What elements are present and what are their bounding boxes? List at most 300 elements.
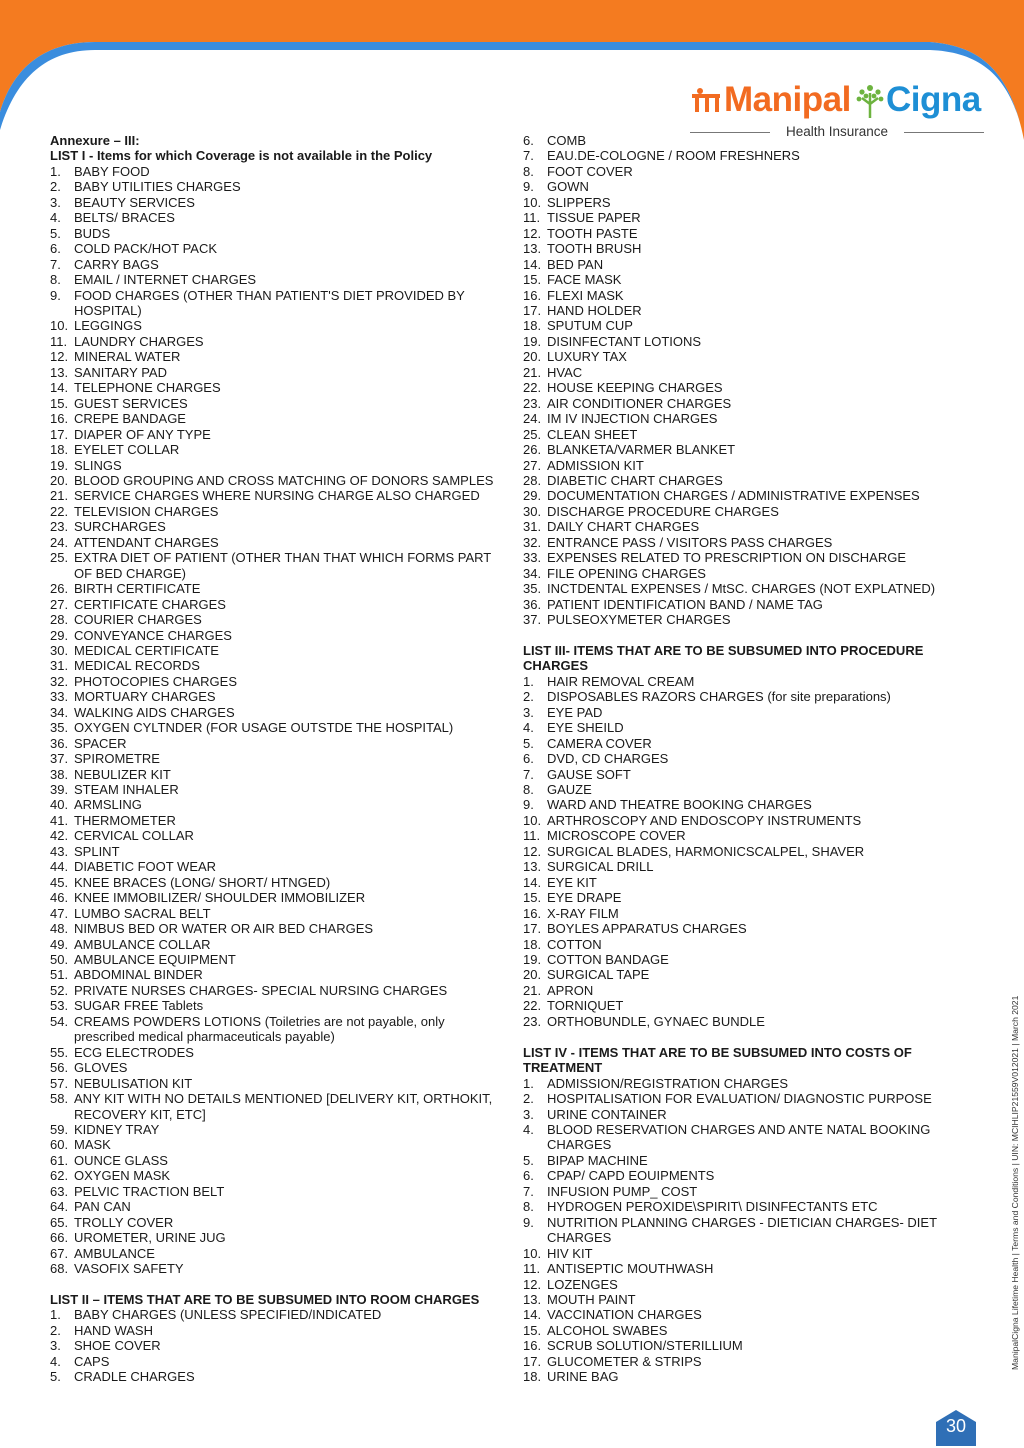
list-item-text: LEGGINGS [74,318,142,334]
list2-item [523,133,943,148]
list4-item [523,1076,943,1091]
list2-item [523,365,943,380]
list-item-text: OXYGEN CYLTNDER (FOR USAGE OUTSTDE THE HOSPITAL) [74,720,454,736]
list4-item [523,1091,943,1106]
list1-item [50,164,500,179]
list-item-text: COMB [547,133,586,148]
list1-item [50,396,500,411]
logo-subtitle: Health Insurance [690,124,984,140]
list2-item [523,396,943,411]
list3-item [523,720,943,735]
list-item-number: 8. [523,782,534,798]
list-item-text: CREPE BANDAGE [74,411,186,427]
list-item-text: MASK [74,1137,111,1153]
list-item-text: HOUSE KEEPING CHARGES [547,380,723,396]
list4-item [523,1354,943,1369]
list-item-text: AIR CONDITIONER CHARGES [547,395,732,411]
list-item-number: 10. [523,812,542,828]
list1-item [50,1168,500,1183]
list-item-number: 42. [50,828,69,844]
list3-item [523,705,943,720]
list1-item [50,226,500,241]
list-item-number: 29. [523,488,542,504]
list-item-number: 40. [50,797,69,813]
list-item-number: 11. [523,1261,541,1277]
list1-item [50,890,500,905]
list3-item [523,1014,943,1029]
list1-item [50,288,500,319]
list-item-text: BLOOD RESERVATION CHARGES AND ANTE NATAL BOOKING CHARGES [547,1121,931,1153]
list1-item [50,998,500,1013]
list-item-text: CONVEYANCE CHARGES [74,627,232,643]
list1-item [50,1153,500,1168]
list-item-number: 10. [50,318,69,334]
list2-item [523,303,943,318]
list-item-text: FOOD CHARGES (OTHER THAN PATIENT'S DIET PROVIDED BY HOSPITAL) [74,287,465,318]
list-item-number: 5. [523,735,534,751]
list-item-text: OXYGEN MASK [74,1168,171,1184]
list-item-text: WARD AND THEATRE BOOKING CHARGES [547,797,812,813]
list-item-text: GAUZE [547,782,592,798]
list-item-text: BED PAN [547,256,604,272]
list1-item [50,1246,500,1261]
list-item-number: 4. [50,210,61,226]
list2-item [523,334,943,349]
list-item-text: CLEAN SHEET [547,426,638,442]
list-item-number: 22. [523,998,542,1014]
list1-item [50,767,500,782]
list-item-number: 7. [523,1183,534,1199]
list1 [50,164,500,1277]
list-item-number: 1. [50,1307,61,1323]
list1-item [50,550,500,581]
list3-item [523,828,943,843]
list-item-number: 9. [523,1214,534,1230]
list-item-text: CARRY BAGS [74,256,159,272]
list-item-text: DAILY CHART CHARGES [547,519,700,535]
list1-item [50,844,500,859]
list-item-text: MICROSCOPE COVER [547,828,686,844]
list-item-text: SPIROMETRE [74,751,160,767]
list2-item [523,488,943,503]
list-item-text: LOZENGES [547,1276,618,1292]
side-footer-text: ManipalCigna Lifetime Health | Terms and Conditions | UIN: MCIHLIP21559V012021 | March 2021 [1010,995,1020,1370]
list-item-text: ANY KIT WITH NO DETAILS MENTIONED [DELIVERY KIT, ORTHOKIT, RECOVERY KIT, ETC] [74,1091,493,1122]
list-item-number: 33. [50,689,69,705]
list-item-number: 58. [50,1091,69,1107]
list1-item [50,318,500,333]
list-item-text: DVD, CD CHARGES [547,751,669,767]
list1-item [50,488,500,503]
list-item-number: 23. [50,519,69,535]
list-item-text: FACE MASK [547,272,622,288]
list-item-number: 12. [523,843,542,859]
list-item-number: 38. [50,766,69,782]
list-item-text: COLD PACK/HOT PACK [74,241,218,257]
list-item-number: 23. [523,1013,542,1029]
list3 [523,674,943,1029]
list-item-number: 25. [523,426,542,442]
list-item-text: BOYLES APPARATUS CHARGES [547,921,747,937]
list-item-text: AMBULANCE COLLAR [74,936,211,952]
list-item-text: CERTIFICATE CHARGES [74,596,226,612]
list-item-number: 36. [50,735,69,751]
list2-item [523,179,943,194]
list-item-text: CAMERA COVER [547,735,652,751]
page-number: 30 [945,1416,967,1436]
list-item-text: EYE KIT [547,874,597,890]
list-item-number: 14. [523,874,542,890]
list-item-text: ALCOHOL SWABES [547,1322,668,1338]
list-item-text: SURGICAL BLADES, HARMONICSCALPEL, SHAVER [547,843,865,859]
list2-right [523,133,943,628]
list-item-text: NEBULIZER KIT [74,766,171,782]
list4-item [523,1277,943,1292]
list1-item [50,1045,500,1060]
list-item-number: 45. [50,874,69,890]
list3-item [523,813,943,828]
list-item-number: 17. [523,1353,542,1369]
list-item-number: 33. [523,550,542,566]
list4 [523,1076,943,1385]
list-item-text: AMBULANCE [74,1245,155,1261]
list1-item [50,720,500,735]
list1-item [50,1076,500,1091]
list4-item [523,1184,943,1199]
list-item-text: GAUSE SOFT [547,766,631,782]
list-item-number: 53. [50,998,69,1014]
list-item-text: AMBULANCE EQUIPMENT [74,952,236,968]
list2-item [523,195,943,210]
list2-item [523,241,943,256]
list-item-text: THERMOMETER [74,812,176,828]
list-item-number: 26. [50,581,69,597]
list-item-text: DIABETIC FOOT WEAR [74,859,217,875]
list-item-number: 57. [50,1075,69,1091]
list1-item [50,210,500,225]
list-item-text: FOOT COVER [547,163,633,179]
list-item-text: CPAP/ CAPD EOUIPMENTS [547,1168,715,1184]
list3-item [523,797,943,812]
list-item-number: 11. [523,210,541,226]
list-item-text: SURGICAL TAPE [547,967,650,983]
list-item-number: 65. [50,1214,69,1230]
list2-item [523,519,943,534]
list-item-text: SURGICAL DRILL [547,859,654,875]
list1-item [50,334,500,349]
list-item-text: LUXURY TAX [547,349,627,365]
list-item-text: IM IV INJECTION CHARGES [547,411,718,427]
list4-item [523,1199,943,1214]
list-item-text: GOWN [547,179,589,195]
list1-item [50,597,500,612]
list-item-text: ORTHOBUNDLE, GYNAEC BUNDLE [547,1013,765,1029]
annexure-title: Annexure – III: [50,133,140,148]
list-item-text: TELEVISION CHARGES [74,503,219,519]
list-item-text: BIPAP MACHINE [547,1152,648,1168]
list-item-number: 17. [523,302,542,318]
list1-item [50,241,500,256]
list-item-number: 10. [523,194,542,210]
list-item-text: EYE SHEILD [547,720,624,736]
list-item-number: 61. [50,1152,69,1168]
list2-item [523,380,943,395]
list2-item [523,597,943,612]
list4-item [523,1261,943,1276]
list-item-number: 28. [523,472,542,488]
list-item-text: SPLINT [74,843,120,859]
list-item-number: 13. [523,1291,542,1307]
list-item-number: 8. [50,272,61,288]
list-item-text: SERVICE CHARGES WHERE NURSING CHARGE ALSO CHARGED [74,488,480,504]
list1-item [50,442,500,457]
list4-item [523,1168,943,1183]
list-item-number: 55. [50,1044,69,1060]
list-item-text: HAND WASH [74,1322,153,1338]
list-item-number: 5. [50,225,61,241]
list3-item [523,952,943,967]
list-item-text: LUMBO SACRAL BELT [74,905,211,921]
list-item-text: KIDNEY TRAY [74,1122,160,1137]
list2-heading: LIST II – ITEMS THAT ARE TO BE SUBSUMED INTO ROOM CHARGES [50,1291,480,1307]
list-item-text: HIV KIT [547,1245,593,1261]
list-item-text: SUGAR FREE Tablets [74,998,204,1014]
list1-item [50,1261,500,1276]
list1-item [50,921,500,936]
list-item-text: TROLLY COVER [74,1214,174,1230]
list-item-text: ARTHROSCOPY AND ENDOSCOPY INSTRUMENTS [547,812,862,828]
list1-item [50,1014,500,1045]
list1-item [50,257,500,272]
list-item-number: 15. [523,1322,542,1338]
list-item-number: 49. [50,936,69,952]
list2-item [523,504,943,519]
list-item-number: 1. [523,673,534,689]
list-item-text: TOOTH PASTE [547,225,638,241]
list1-item [50,674,500,689]
list-item-number: 60. [50,1137,69,1153]
list-item-number: 7. [523,148,534,164]
list-item-number: 18. [523,318,542,334]
list2-item [523,535,943,550]
list3-item [523,751,943,766]
list-item-number: 14. [523,256,542,272]
list2-item [50,1338,500,1353]
logo-brand-right: Cigna [886,80,981,119]
list-item-text: ENTRANCE PASS / VISITORS PASS CHARGES [547,534,833,550]
list1-item [50,411,500,426]
list1-item [50,1137,500,1152]
list-item-number: 12. [523,225,542,241]
list-item-number: 24. [523,411,542,427]
list4-item [523,1107,943,1122]
list-item-text: HYDROGEN PEROXIDE\SPIRIT\ DISINFECTANTS ETC [547,1199,878,1215]
list3-item [523,998,943,1013]
list1-item [50,1230,500,1245]
list-item-number: 15. [523,272,542,288]
list-item-number: 39. [50,782,69,798]
list-item-number: 21. [50,488,69,504]
list1-item [50,628,500,643]
list-item-text: TORNIQUET [547,998,624,1014]
list-item-text: NUTRITION PLANNING CHARGES - DIETICIAN CHARGES- DIET CHARGES [547,1214,937,1246]
list-item-text: EYELET COLLAR [74,442,180,458]
list-item-number: 23. [523,395,542,411]
list-item-number: 3. [50,194,61,210]
list1-item [50,581,500,596]
list-item-text: DIAPER OF ANY TYPE [74,426,211,442]
list-item-number: 64. [50,1199,69,1215]
list2-item [50,1323,500,1338]
list-item-number: 6. [523,133,534,148]
list1-item [50,828,500,843]
list-item-number: 4. [50,1353,61,1369]
list1-item [50,859,500,874]
list-item-text: BUDS [74,225,111,241]
list-item-text: COURIER CHARGES [74,612,202,628]
list1-item [50,1060,500,1075]
list1-item [50,1184,500,1199]
list-item-number: 17. [50,426,69,442]
list-item-number: 22. [523,380,542,396]
list-item-number: 36. [523,596,542,612]
list-item-number: 37. [50,751,69,767]
list-item-text: CRADLE CHARGES [74,1369,195,1385]
list-item-text: SANITARY PAD [74,364,167,380]
list1-item [50,1122,500,1137]
list4-item [523,1323,943,1338]
cigna-tree-icon [856,84,884,120]
list-item-number: 3. [523,704,534,720]
list3-item [523,767,943,782]
list-item-text: PAN CAN [74,1199,131,1215]
list-item-text: SLIPPERS [547,194,611,210]
list-item-number: 30. [50,642,69,658]
list-item-text: SPACER [74,735,127,751]
list-item-text: BABY UTILITIES CHARGES [74,179,241,195]
manipal-mark-icon [690,88,724,116]
list-item-text: INFUSION PUMP_ COST [547,1183,698,1199]
list-item-number: 18. [523,936,542,952]
list-item-number: 47. [50,905,69,921]
list4-item [523,1338,943,1353]
list1-item [50,937,500,952]
list-item-number: 18. [50,442,69,458]
list-item-number: 7. [50,256,61,272]
list-item-text: URINE BAG [547,1369,619,1385]
list1-item [50,797,500,812]
list1-item [50,906,500,921]
list-item-text: ANTISEPTIC MOUTHWASH [547,1261,714,1277]
list2-item [523,226,943,241]
list-item-number: 7. [523,766,534,782]
list1-item [50,643,500,658]
list3-item [523,937,943,952]
list-item-number: 31. [523,519,542,535]
list1-item [50,380,500,395]
list-item-text: ADMISSION KIT [547,457,644,473]
list-item-number: 51. [50,967,69,983]
list1-item [50,1091,500,1122]
list1-item [50,427,500,442]
list-item-text: EXPENSES RELATED TO PRESCRIPTION ON DISCHARGE [547,550,907,566]
list-item-number: 21. [523,982,542,998]
list1-item [50,751,500,766]
list-item-text: SPUTUM CUP [547,318,633,334]
list-item-text: TISSUE PAPER [547,210,641,226]
list1-item [50,967,500,982]
list-item-number: 68. [50,1261,69,1277]
list-item-number: 13. [523,859,542,875]
list-item-number: 20. [523,967,542,983]
list-item-text: COTTON [547,936,602,952]
list1-item [50,689,500,704]
list-item-text: ECG ELECTRODES [74,1044,194,1060]
list-item-number: 1. [50,163,61,179]
list-item-number: 50. [50,952,69,968]
list-item-number: 6. [523,1168,534,1184]
list-item-number: 6. [523,751,534,767]
list-item-number: 15. [523,890,542,906]
list-item-number: 31. [50,658,69,674]
list4-item [523,1122,943,1153]
list-item-text: DIABETIC CHART CHARGES [547,472,723,488]
list1-item [50,272,500,287]
list-item-text: EXTRA DIET OF PATIENT (OTHER THAN THAT WHICH FORMS PART OF BED CHARGE) [74,550,492,581]
list3-item [523,689,943,704]
logo-brand-left: Manipal [724,80,851,119]
list-item-text: GLUCOMETER & STRIPS [547,1353,702,1369]
list-item-text: MEDICAL CERTIFICATE [74,642,219,658]
list-item-number: 59. [50,1122,69,1137]
list1-item [50,658,500,673]
list-item-number: 11. [523,828,541,844]
list-item-number: 15. [50,395,69,411]
list2-item [523,288,943,303]
list-item-number: 16. [523,1338,542,1354]
list-item-text: APRON [547,982,594,998]
list-item-text: INCTDENTAL EXPENSES / MtSC. CHARGES (NOT EXPLATNED) [547,581,936,597]
list-item-number: 20. [50,472,69,488]
list-item-text: COTTON BANDAGE [547,952,669,967]
list-item-text: CREAMS POWDERS LOTIONS (Toiletries are not payable, only prescribed medical pharmaceuticals payable) [74,1013,445,1045]
list-item-text: ARMSLING [74,797,142,813]
list-item-number: 48. [50,921,69,937]
list2-item [523,442,943,457]
list2-item [523,318,943,333]
list1-item [50,1215,500,1230]
list3-item [523,736,943,751]
list-item-number: 9. [523,179,534,195]
list-item-number: 2. [523,1091,534,1107]
list1-item [50,519,500,534]
list1-item [50,952,500,967]
list-item-number: 2. [523,689,534,705]
list-item-number: 26. [523,442,542,458]
list-item-number: 2. [50,1322,61,1338]
list-item-text: BABY CHARGES (UNLESS SPECIFIED/INDICATED [74,1307,382,1323]
list-item-number: 12. [523,1276,542,1292]
list-item-text: VACCINATION CHARGES [547,1307,702,1323]
list-item-text: URINE CONTAINER [547,1106,667,1122]
list-item-number: 22. [50,503,69,519]
list3-item [523,890,943,905]
list-item-number: 32. [523,534,542,550]
list-item-number: 62. [50,1168,69,1184]
list2-item [523,612,943,627]
list-item-text: CAPS [74,1353,110,1369]
list4-item [523,1215,943,1246]
